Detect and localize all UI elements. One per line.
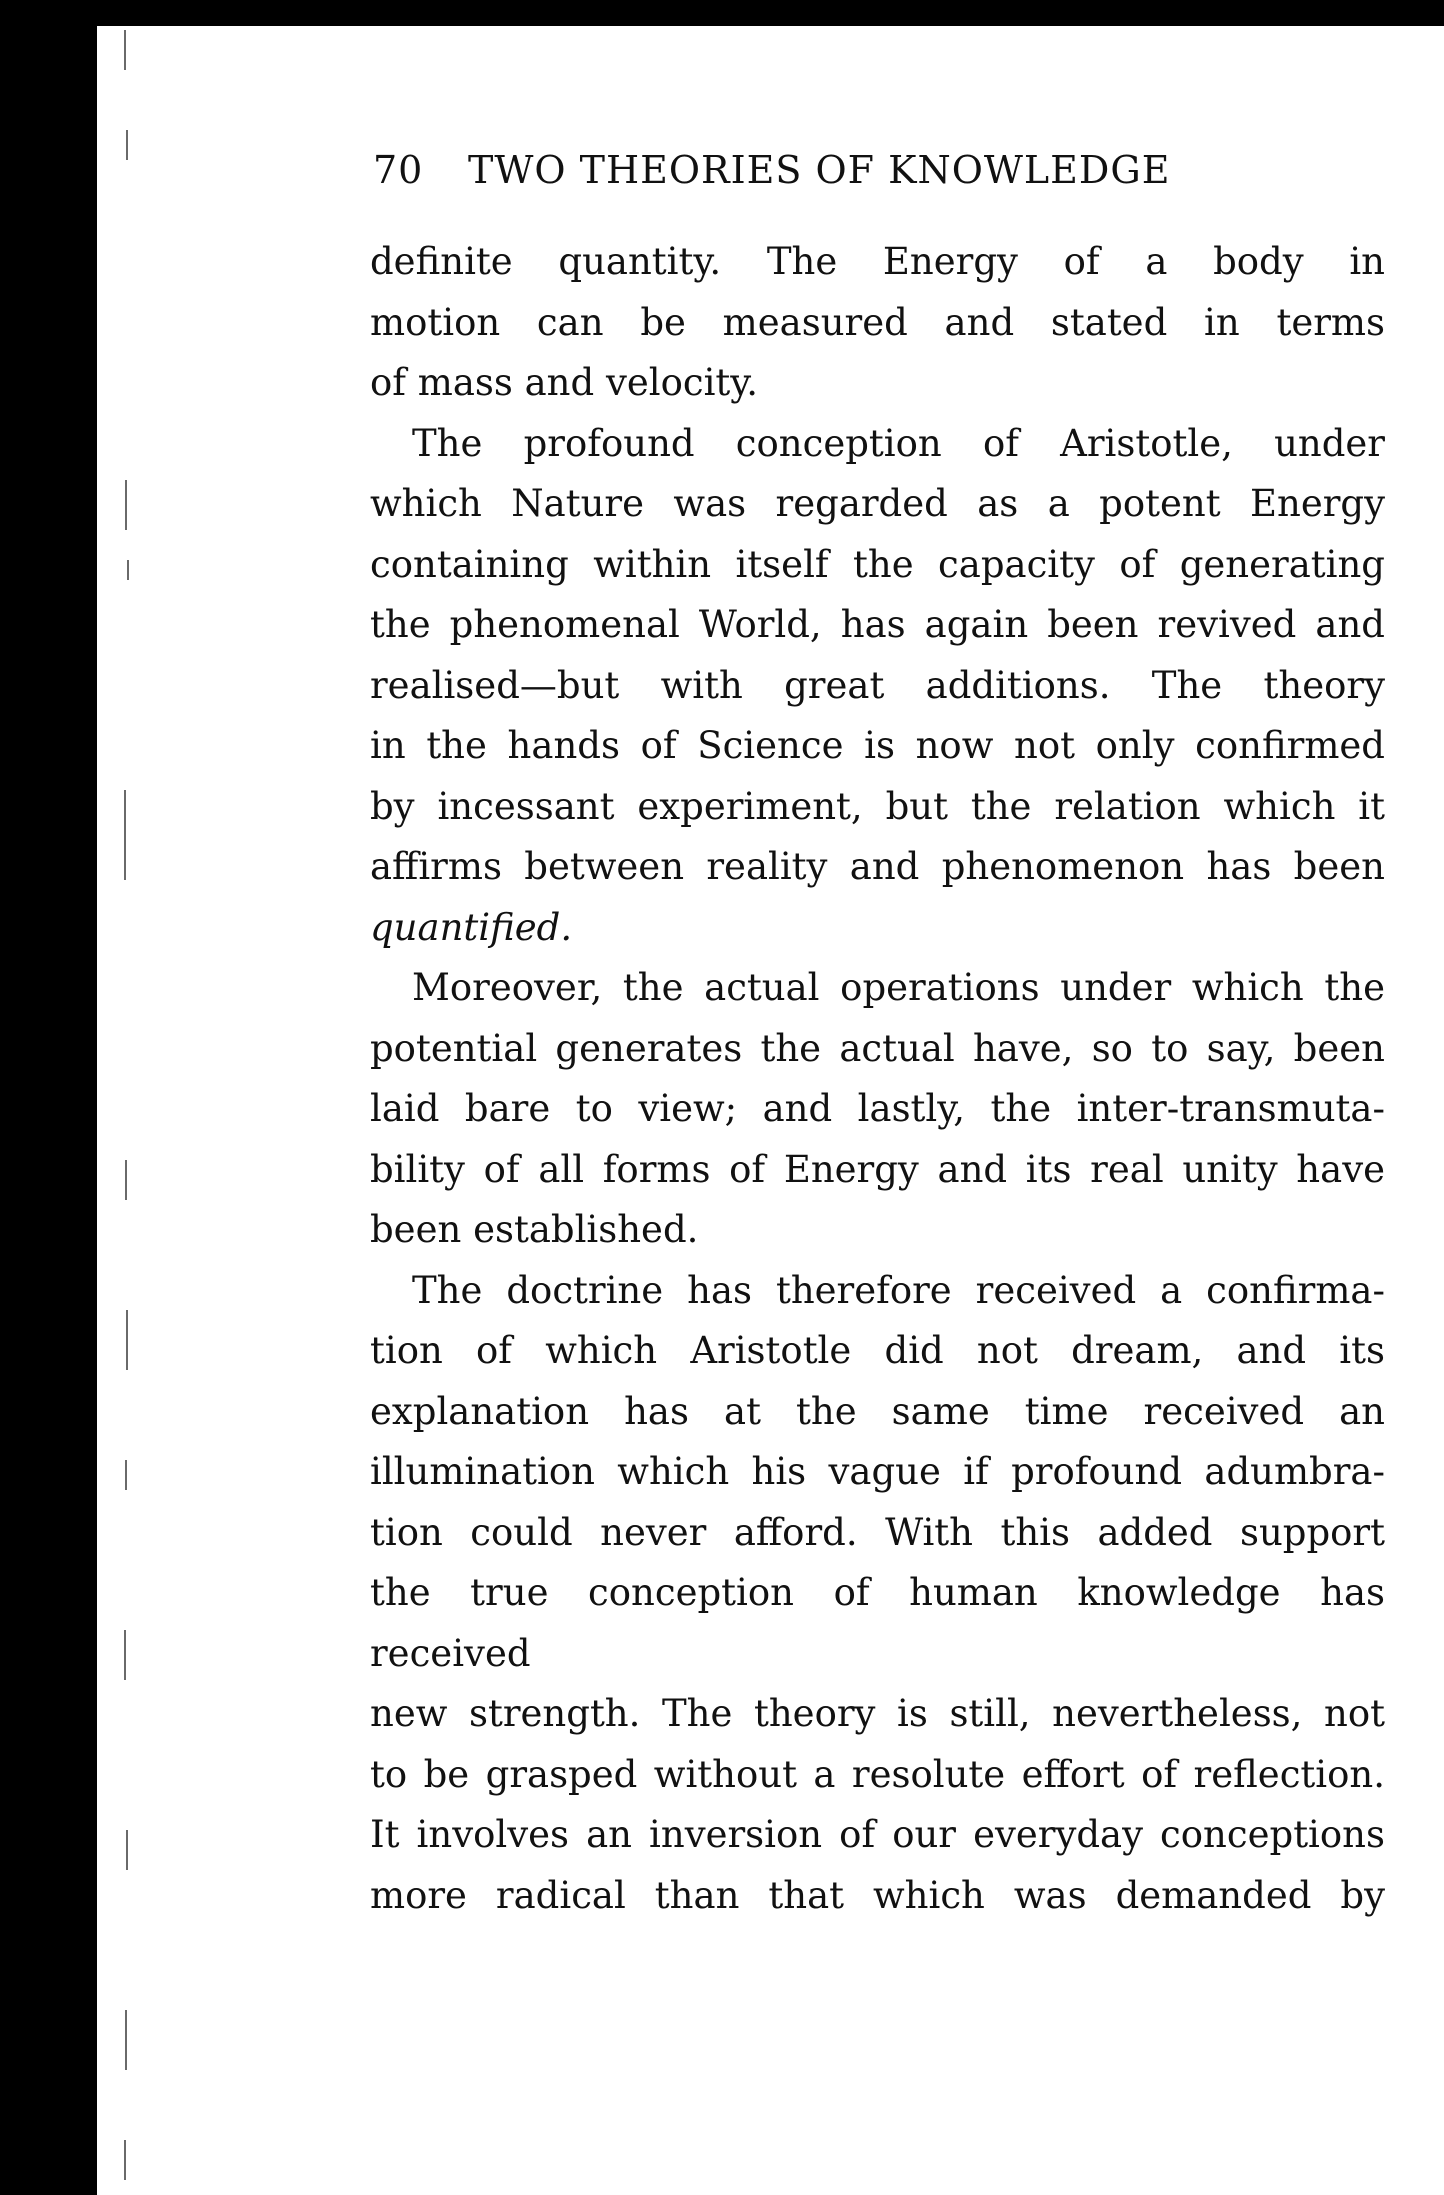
scan-border-left	[0, 0, 97, 2195]
text-line: been established.	[370, 1208, 699, 1251]
text-line: motion can be measured and stated in terms	[370, 300, 1385, 344]
text-line: The doctrine has therefore received a confirma-	[412, 1268, 1385, 1312]
text-line: of mass and velocity.	[370, 361, 759, 404]
text-line: potential generates the actual have, so to say, been	[370, 1026, 1385, 1070]
text-line: illumination which his vague if profound adumbra-	[370, 1450, 1385, 1493]
text-line: containing within itself the capacity of generating	[370, 542, 1385, 586]
paragraph-1	[370, 232, 1385, 414]
text-line: laid bare to view; and lastly, the inter-transmuta-	[370, 1087, 1385, 1130]
body-text	[370, 232, 1385, 1926]
text-line: definite quantity. The Energy of a body in	[370, 240, 1385, 283]
italic-text: quantified.	[370, 905, 573, 949]
running-head	[373, 148, 1383, 198]
text-line: the phenomenal World, has again been revived and	[370, 603, 1385, 646]
text-line: to be grasped without a resolute effort of reflection.	[370, 1752, 1385, 1796]
text-line: tion of which Aristotle did not dream, and its	[370, 1329, 1385, 1372]
text-line: The profound conception of Aristotle, under	[412, 421, 1385, 465]
text-line: It involves an inversion of our everyday conceptions	[370, 1813, 1385, 1856]
text-line: explanation has at the same time received an	[370, 1389, 1385, 1433]
text-line: bility of all forms of Energy and its real unity have	[370, 1147, 1385, 1191]
text-line: tion could never afford. With this added support	[370, 1510, 1385, 1554]
text-line: realised—but with great additions. The theory	[370, 663, 1385, 707]
text-line: Moreover, the actual operations under which the	[412, 966, 1385, 1009]
text-line: by incessant experiment, but the relation which it	[370, 784, 1385, 828]
page-number: 70	[373, 148, 424, 192]
text-line: affirms between reality and phenomenon has been	[370, 845, 1385, 888]
text-line: which Nature was regarded as a potent Energy	[370, 482, 1385, 525]
text-line: the true conception of human knowledge has received	[370, 1571, 1385, 1675]
text-line: more radical than that which was demanded by	[370, 1873, 1385, 1917]
text-line: new strength. The theory is still, nevertheless, not	[370, 1692, 1385, 1735]
scan-border-top	[0, 0, 1444, 26]
paragraph-3	[370, 958, 1385, 1261]
paragraph-4	[370, 1261, 1385, 1927]
gutter-marks	[122, 30, 134, 2190]
running-title: TWO THEORIES OF KNOWLEDGE	[468, 148, 1171, 192]
paragraph-2	[370, 414, 1385, 959]
text-line: in the hands of Science is now not only confirmed	[370, 724, 1385, 767]
